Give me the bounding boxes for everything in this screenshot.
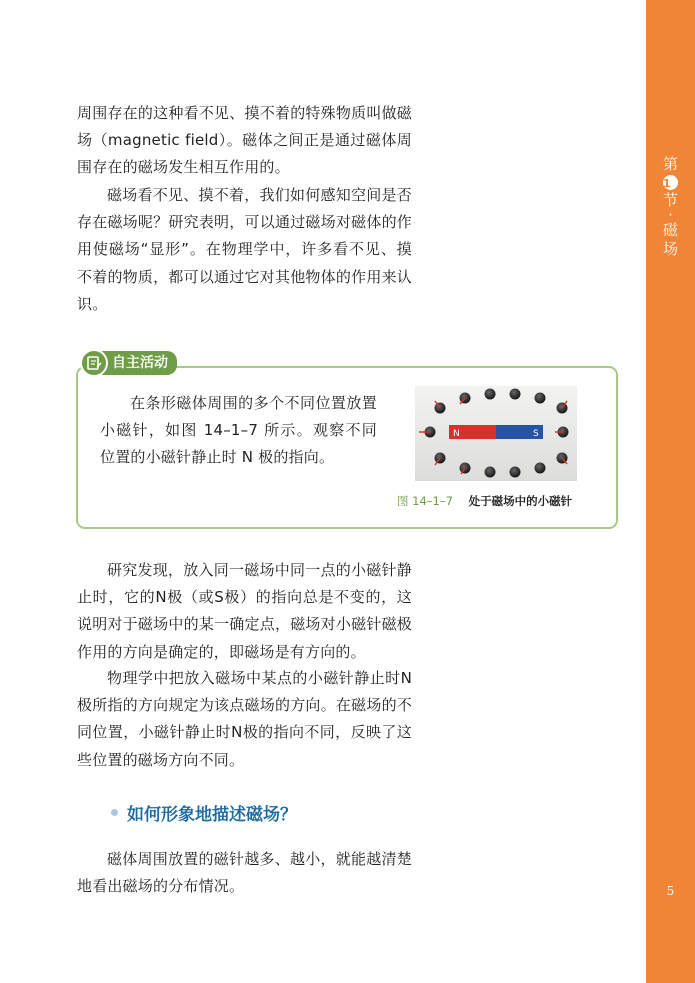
section-heading-text: 如何形象地描述磁场？ (127, 805, 297, 825)
figure-title: 处于磁场中的小磁针 (468, 494, 573, 508)
section-title-vertical (646, 155, 695, 259)
chapter-sidebar (646, 0, 695, 983)
body-paragraph: 磁场看不见、摸不着，我们如何感知空间是否存在磁场呢？研究表明，可以通过磁场对磁体的作用使磁场“显形”。在物理学中，许多看不见、摸不着的物质，都可以通过它对其他物体的作用来认识。 (77, 186, 412, 313)
section-number-badge: 1 (663, 175, 678, 190)
magnet-s-label: S (533, 429, 539, 439)
notebook-pencil-icon (80, 349, 108, 377)
section-title-char: 场 (662, 240, 678, 258)
section-title-separator: · (668, 206, 673, 224)
section-heading (111, 800, 297, 825)
figure-photo-magnet-compasses (415, 386, 577, 481)
body-paragraph: 物理学中把放入磁场中某点的小磁针静止时N极所指的方向规定为该点磁场的方向。在磁场的不同位置，小磁针静止时N极的指向不同，反映了这些位置的磁场方向不同。 (77, 669, 412, 769)
activity-label: 自主活动 (102, 351, 177, 375)
figure-caption (397, 493, 572, 509)
section-title-suffix: 节 (662, 191, 678, 209)
body-paragraph: 磁体周围放置的磁针越多、越小，就能越清楚地看出磁场的分布情况。 (77, 850, 412, 896)
bullet-dot-icon (111, 809, 118, 816)
activity-text: 在条形磁体周围的多个不同位置放置小磁针，如图 14–1–7 所示。观察不同位置的小磁针静止时 N 极的指向。 (100, 394, 377, 466)
magnet-n-label: N (453, 429, 460, 439)
page-number: 5 (666, 884, 675, 898)
section-title-char: 磁 (662, 221, 678, 239)
body-paragraph: 周围存在的这种看不见、摸不着的特殊物质叫做磁场（magnetic field）。磁体之间正是通过磁体周围存在的磁场发生相互作用的。 (77, 104, 412, 177)
activity-tag (80, 347, 177, 379)
figure-number: 图 14–1–7 (397, 494, 453, 508)
body-paragraph: 研究发现，放入同一磁场中同一点的小磁针静止时，它的N极（或S极）的指向总是不变的，这说明对于磁场中的某一确定点，磁场对小磁针磁极作用的方向是确定的，即磁场是有方向的。 (77, 561, 412, 661)
section-title-prefix: 第 (662, 155, 678, 173)
